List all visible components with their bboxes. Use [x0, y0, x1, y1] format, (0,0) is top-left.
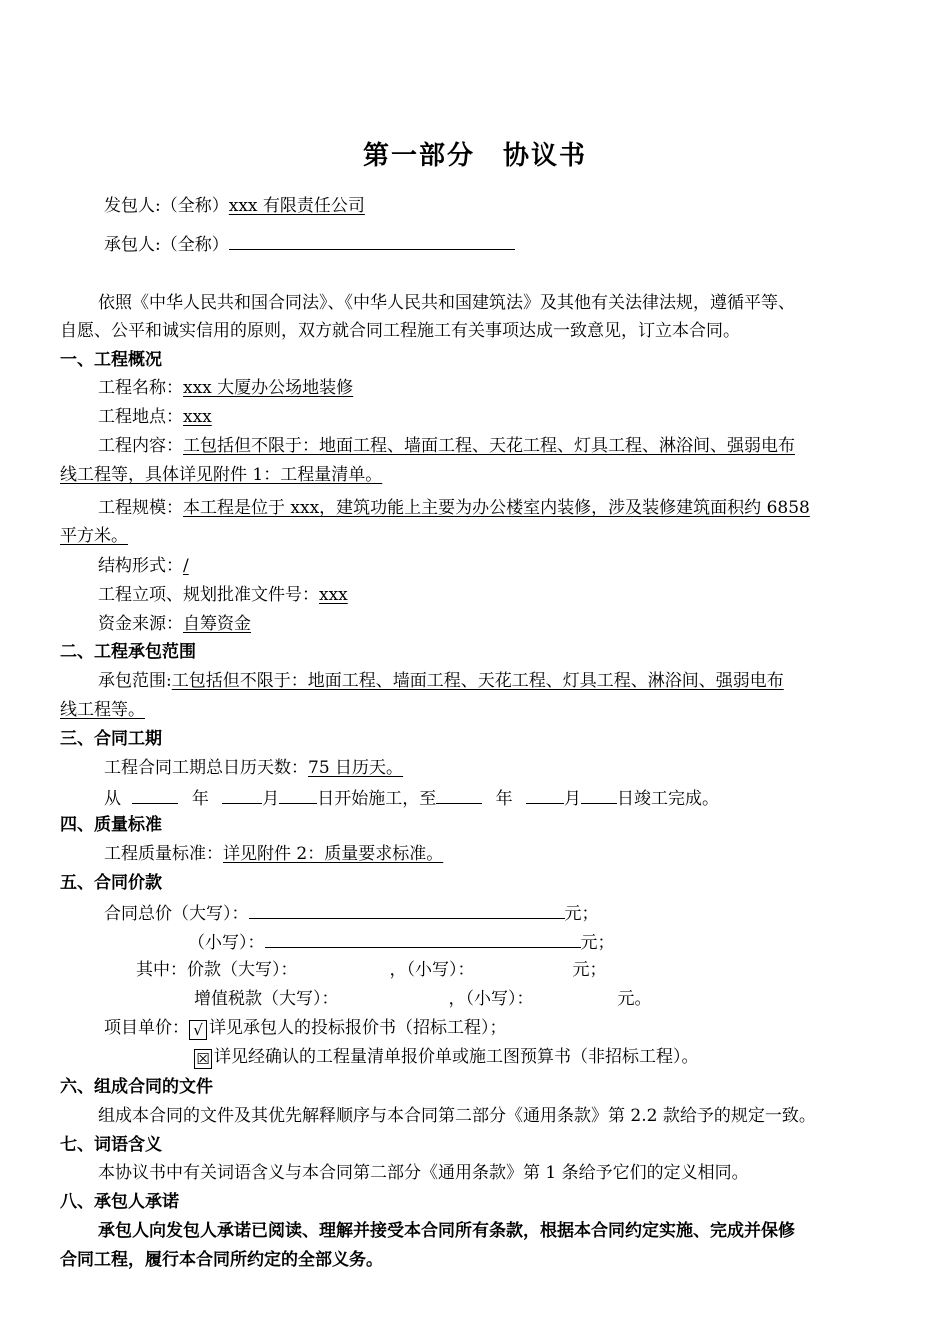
- section-1-heading: 一、工程概况: [60, 350, 162, 370]
- option-2-text: 详见经确认的工程量清单报价单或施工图预算书（非招标工程）。: [214, 1047, 699, 1067]
- structure-form: [98, 554, 189, 578]
- scope-value-2: 线工程等。: [60, 700, 145, 720]
- end-year-blank: [436, 785, 482, 804]
- project-name-value: xxx 大厦办公场地装修: [183, 378, 354, 398]
- price-lower-label: ，（小写）：: [389, 960, 475, 980]
- project-content: [98, 434, 795, 458]
- month-text-2: 月: [564, 789, 582, 809]
- section-6-heading: 六、组成合同的文件: [60, 1077, 213, 1097]
- section-8-heading: 八、承包人承诺: [60, 1192, 179, 1212]
- yuan-text-1: 元；: [564, 904, 599, 924]
- scope: [98, 669, 784, 693]
- fund-label: 资金来源：: [98, 614, 183, 634]
- project-site-value: xxx: [183, 407, 212, 427]
- project-content-value-2: 线工程等，具体详见附件 1：工程量清单。: [60, 465, 383, 485]
- section-3-heading: 三、合同工期: [60, 729, 162, 749]
- contract-days: [104, 756, 403, 780]
- days-value: 75 日历天。: [308, 758, 404, 778]
- start-month-blank: [222, 785, 262, 804]
- start-day-blank: [279, 785, 317, 804]
- total-price-lower: [188, 929, 615, 955]
- employer-value: xxx 有限责任公司: [228, 196, 365, 216]
- project-site: [98, 405, 212, 429]
- non-tender-checkbox[interactable]: ☒: [194, 1049, 212, 1069]
- employer-label: 发包人:（全称）: [104, 196, 229, 216]
- start-year-blank: [132, 785, 178, 804]
- structure-value: /: [183, 556, 189, 576]
- scope-label: 承包范围:: [98, 671, 172, 691]
- month-text-1: 月: [262, 789, 280, 809]
- period-dates: [104, 785, 719, 811]
- project-content-value-1: 工包括但不限于：地面工程、墙面工程、天花工程、灯具工程、淋浴间、强弱电布: [183, 436, 795, 456]
- preamble-line-2: 自愿、公平和诚实信用的原则，双方就合同工程施工有关事项达成一致意见，订立本合同。: [60, 321, 740, 341]
- section-8-line-1: 承包人向发包人承诺已阅读、理解并接受本合同所有条款，根据本合同约定实施、完成并保修: [98, 1221, 795, 1241]
- approval-label: 工程立项、规划批准文件号：: [98, 585, 319, 605]
- project-scale: [98, 496, 810, 520]
- contractor-label: 承包人:（全称）: [104, 235, 229, 255]
- price-breakdown: [136, 958, 607, 982]
- price-upper-label: 价款（大写）：: [187, 960, 298, 980]
- total-upper-label: 合同总价（大写）：: [104, 904, 249, 924]
- total-lower-label: （小写）：: [188, 933, 265, 953]
- end-month-blank: [526, 785, 564, 804]
- unit-price-option-1: [104, 1016, 507, 1040]
- section-8-line-2: 合同工程，履行本合同所约定的全部义务。: [60, 1250, 383, 1270]
- project-name: [98, 376, 353, 400]
- approval-number: [98, 583, 348, 607]
- vat-breakdown: [194, 987, 652, 1011]
- from-text: 从: [104, 789, 121, 809]
- section-7-text: 本协议书中有关词语含义与本合同第二部分《通用条款》第 1 条给予它们的定义相同。: [98, 1163, 749, 1183]
- end-day-blank: [581, 785, 617, 804]
- year-text-1: 年: [191, 789, 209, 809]
- project-site-label: 工程地点：: [98, 407, 183, 427]
- project-content-label: 工程内容：: [98, 436, 183, 456]
- total-upper-blank: [249, 900, 565, 919]
- year-text-2: 年: [495, 789, 513, 809]
- quality-standard: [104, 842, 443, 866]
- page-title: 第一部分 协议书: [362, 141, 587, 171]
- end-day-text: 日竣工完成。: [617, 789, 720, 809]
- days-label: 工程合同工期总日历天数：: [104, 758, 308, 778]
- quality-value: 详见附件 2：质量要求标准。: [223, 844, 444, 864]
- project-scale-value-2: 平方米。: [60, 526, 128, 546]
- tender-checkbox[interactable]: √: [189, 1020, 207, 1040]
- unit-price-option-2: [194, 1045, 699, 1069]
- project-scale-value-1: 本工程是位于 xxx，建筑功能上主要为办公楼室内装修，涉及装修建筑面积约 6858: [183, 498, 810, 518]
- total-price-upper: [104, 900, 599, 926]
- fund-source: [98, 612, 251, 636]
- vat-upper-label: 增值税款（大写）：: [194, 989, 339, 1009]
- contractor-line: [104, 231, 515, 257]
- section-6-text: 组成本合同的文件及其优先解释顺序与本合同第二部分《通用条款》第 2.2 款给予的规定一致。: [98, 1106, 816, 1126]
- option-1-text: 详见承包人的投标报价书（招标工程）；: [209, 1018, 507, 1038]
- section-4-heading: 四、质量标准: [60, 815, 162, 835]
- yuan-text-2: 元；: [580, 933, 615, 953]
- vat-lower-label: ，（小写）：: [448, 989, 534, 1009]
- scope-value-1: 工包括但不限于：地面工程、墙面工程、天花工程、灯具工程、淋浴间、强弱电布: [171, 671, 784, 691]
- preamble-line-1: 依照《中华人民共和国合同法》、《中华人民共和国建筑法》及其他有关法律法规，遵循平等、: [98, 293, 795, 313]
- unit-price-label: 项目单价：: [104, 1018, 189, 1038]
- section-2-heading: 二、工程承包范围: [60, 642, 196, 662]
- approval-value: xxx: [319, 585, 348, 605]
- structure-label: 结构形式：: [98, 556, 183, 576]
- of-which-text: 其中：: [136, 960, 187, 980]
- fund-value: 自筹资金: [183, 614, 251, 634]
- project-name-label: 工程名称：: [98, 378, 183, 398]
- contractor-blank: [229, 231, 515, 250]
- employer-line: [104, 194, 365, 218]
- yuan-text-3: 元；: [572, 960, 607, 980]
- project-scale-label: 工程规模：: [98, 498, 183, 518]
- section-7-heading: 七、词语含义: [60, 1135, 162, 1155]
- total-lower-blank: [265, 929, 581, 948]
- section-5-heading: 五、合同价款: [60, 873, 162, 893]
- start-day-text: 日开始施工，至: [317, 789, 437, 809]
- yuan-text-4: 元。: [617, 989, 652, 1009]
- quality-label: 工程质量标准：: [104, 844, 223, 864]
